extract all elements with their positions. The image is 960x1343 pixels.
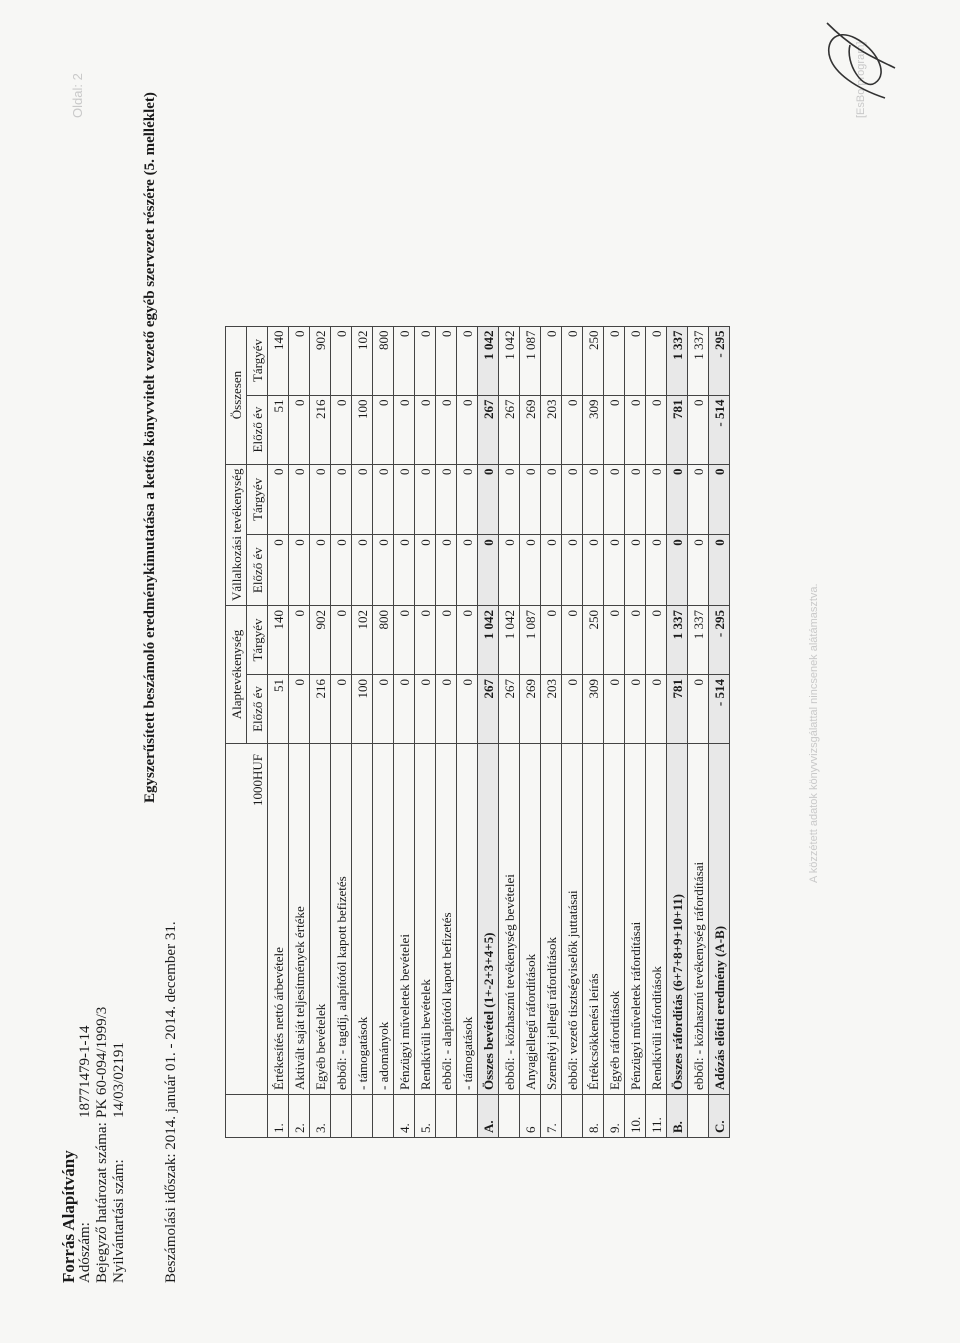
row-value: 0	[268, 464, 289, 535]
row-value: - 295	[709, 606, 730, 675]
row-value: 0	[667, 464, 688, 535]
document-header	[60, 1007, 128, 1283]
row-value: 0	[625, 606, 646, 675]
row-label: Aktivált saját teljesítmények értéke	[289, 744, 310, 1095]
row-number: 10.	[625, 1095, 646, 1138]
row-value: 0	[457, 395, 478, 464]
row-value: 1 042	[499, 606, 520, 675]
row-value: 1 337	[667, 326, 688, 395]
row-value: 140	[268, 326, 289, 395]
row-value: 800	[373, 606, 394, 675]
header-row	[77, 1007, 94, 1283]
row-value: 1 337	[688, 606, 709, 675]
row-label: Pénzügyi műveletek ráfordításai	[625, 744, 646, 1095]
row-value: 0	[289, 535, 310, 606]
row-value: 0	[394, 535, 415, 606]
row-value: 51	[268, 395, 289, 464]
row-number: 8.	[583, 1095, 604, 1138]
unit-header: 1000HUF	[226, 744, 268, 1095]
row-value: 0	[457, 535, 478, 606]
row-number: B.	[667, 1095, 688, 1138]
row-label: Egyéb ráfordítások	[604, 744, 625, 1095]
row-value: 781	[667, 675, 688, 744]
subcol-previous-year: Előző év	[247, 535, 268, 606]
row-value: 1 087	[520, 606, 541, 675]
table-row	[709, 326, 730, 1137]
row-value: 267	[499, 675, 520, 744]
table-row	[562, 326, 583, 1137]
row-value: 0	[436, 606, 457, 675]
row-value: 0	[499, 535, 520, 606]
row-value: 0	[478, 535, 499, 606]
row-number: 4.	[394, 1095, 415, 1138]
header-row	[111, 1007, 128, 1283]
row-value: 0	[646, 326, 667, 395]
row-value: 269	[520, 675, 541, 744]
row-value: 0	[541, 326, 562, 395]
row-value: 0	[457, 606, 478, 675]
row-value: 0	[562, 326, 583, 395]
row-number: 1.	[268, 1095, 289, 1138]
row-label: Rendkívüli bevételek	[415, 744, 436, 1095]
row-value: - 514	[709, 675, 730, 744]
row-value: 309	[583, 395, 604, 464]
row-number: 9.	[604, 1095, 625, 1138]
document-title: Egyszerűsített beszámoló eredménykimutatása a kettős könyvvitelt vezető egyéb szervezet részére (5. melléklet)	[142, 92, 158, 803]
row-value: 0	[625, 395, 646, 464]
header-value: PK 60-094/1999/3	[94, 1006, 110, 1118]
table-body	[268, 326, 730, 1137]
header-value: 18771479-1-14	[77, 1025, 93, 1118]
table-row	[478, 326, 499, 1137]
row-value: 0	[562, 395, 583, 464]
row-label: Egyéb bevételek	[310, 744, 331, 1095]
row-value: 0	[436, 535, 457, 606]
row-value: 0	[625, 326, 646, 395]
row-label: ebből: - alapítótól kapott befizetés	[436, 744, 457, 1095]
row-value: 0	[625, 675, 646, 744]
row-value: 0	[394, 464, 415, 535]
row-value: 0	[457, 675, 478, 744]
row-value: 0	[688, 395, 709, 464]
row-label: Pénzügyi műveletek bevételei	[394, 744, 415, 1095]
row-value: 0	[541, 606, 562, 675]
row-value: 0	[520, 464, 541, 535]
row-value: 0	[562, 675, 583, 744]
row-value: 0	[289, 606, 310, 675]
row-number	[373, 1095, 394, 1138]
row-value: 0	[625, 535, 646, 606]
row-value: 0	[583, 535, 604, 606]
row-number	[688, 1095, 709, 1138]
row-value: 0	[373, 535, 394, 606]
row-label: Személyi jellegű ráfordítások	[541, 744, 562, 1095]
table-row	[436, 326, 457, 1137]
table-row	[583, 326, 604, 1137]
row-value: 0	[436, 326, 457, 395]
table-row	[310, 326, 331, 1137]
row-value: 0	[583, 464, 604, 535]
page-number-label: Oldal: 2	[70, 73, 85, 118]
row-label: ebből: - közhasznú tevékenység bevételei	[499, 744, 520, 1095]
row-value: 0	[604, 395, 625, 464]
row-number: 3.	[310, 1095, 331, 1138]
row-value: 0	[541, 535, 562, 606]
row-value: 0	[688, 464, 709, 535]
subcol-current-year: Tárgyév	[247, 606, 268, 675]
row-value: 0	[541, 464, 562, 535]
row-value: 1 042	[478, 606, 499, 675]
row-value: 0	[562, 606, 583, 675]
audit-footnote: A közzétett adatok könyvvizsgálattal nincsenek alátámasztva.	[808, 583, 820, 883]
subcol-current-year: Tárgyév	[247, 326, 268, 395]
table-row	[541, 326, 562, 1137]
row-value: 100	[352, 675, 373, 744]
row-value: 100	[352, 395, 373, 464]
row-number-header	[226, 1095, 268, 1138]
table-row	[394, 326, 415, 1137]
row-value: 0	[499, 464, 520, 535]
row-number: 7.	[541, 1095, 562, 1138]
reporting-period: Beszámolási időszak: 2014. január 01. - 2014. december 31.	[163, 921, 179, 1283]
row-value: 781	[667, 395, 688, 464]
row-value: 0	[415, 326, 436, 395]
row-number	[499, 1095, 520, 1138]
row-label: ebből: vezető tisztségviselők juttatásai	[562, 744, 583, 1095]
row-value: 0	[415, 464, 436, 535]
row-value: 0	[667, 535, 688, 606]
row-value: 0	[436, 464, 457, 535]
row-value: 0	[352, 464, 373, 535]
row-value: 0	[373, 395, 394, 464]
header-label: Nyilvántartási szám:	[111, 1159, 127, 1283]
table-row	[289, 326, 310, 1137]
program-label: [EsBo program]	[855, 41, 867, 118]
row-value: 1 042	[499, 326, 520, 395]
row-value: 0	[562, 535, 583, 606]
row-value: 0	[646, 606, 667, 675]
row-number: 2.	[289, 1095, 310, 1138]
table-row	[688, 326, 709, 1137]
row-value: 250	[583, 606, 604, 675]
header-label: Adószám:	[77, 1222, 93, 1283]
row-number: A.	[478, 1095, 499, 1138]
row-label: - támogatások	[457, 744, 478, 1095]
row-number: 11.	[646, 1095, 667, 1138]
group-header-core: Alaptevékenység	[226, 606, 247, 744]
table-row	[331, 326, 352, 1137]
row-value: 0	[310, 464, 331, 535]
row-label: Összes bevétel (1+-2+3+4+5)	[478, 744, 499, 1095]
row-label: Adózás előtti eredmény (A-B)	[709, 744, 730, 1095]
row-value: 269	[520, 395, 541, 464]
row-value: 1 042	[478, 326, 499, 395]
subcol-previous-year: Előző év	[247, 395, 268, 464]
row-value: 800	[373, 326, 394, 395]
row-value: 0	[625, 464, 646, 535]
row-value: 0	[394, 326, 415, 395]
row-value: 0	[415, 675, 436, 744]
row-value: 0	[373, 464, 394, 535]
row-value: 0	[604, 675, 625, 744]
header-value: 14/03/02191	[111, 1042, 127, 1118]
row-value: 0	[709, 535, 730, 606]
row-value: 0	[415, 606, 436, 675]
row-value: 0	[331, 675, 352, 744]
table-row	[667, 326, 688, 1137]
subcol-previous-year: Előző év	[247, 675, 268, 744]
row-value: 0	[415, 395, 436, 464]
row-value: 0	[436, 675, 457, 744]
table-row	[625, 326, 646, 1137]
row-value: 140	[268, 606, 289, 675]
row-number	[352, 1095, 373, 1138]
row-value: 267	[478, 395, 499, 464]
table-row	[604, 326, 625, 1137]
row-value: 0	[688, 675, 709, 744]
row-label: Anyagjellegű ráfordítások	[520, 744, 541, 1095]
row-value: 1 337	[688, 326, 709, 395]
row-value: 0	[373, 675, 394, 744]
row-value: 0	[331, 464, 352, 535]
table-row	[646, 326, 667, 1137]
table-row	[415, 326, 436, 1137]
row-value: 0	[457, 464, 478, 535]
row-value: - 295	[709, 326, 730, 395]
row-value: 0	[562, 464, 583, 535]
row-number	[436, 1095, 457, 1138]
row-value: 902	[310, 606, 331, 675]
row-value: 203	[541, 675, 562, 744]
row-value: 1 087	[520, 326, 541, 395]
row-value: 0	[394, 675, 415, 744]
row-value: 0	[289, 326, 310, 395]
row-number	[457, 1095, 478, 1138]
row-label: Értékcsökkenési leírás	[583, 744, 604, 1095]
row-value: 0	[394, 395, 415, 464]
row-label: ebből: - tagdíj, alapítótól kapott befizetés	[331, 744, 352, 1095]
table-row	[373, 326, 394, 1137]
row-label: Összes ráfordítás (6+7+8+9+10+11)	[667, 744, 688, 1095]
group-header-total: Összesen	[226, 326, 247, 464]
row-value: 0	[268, 535, 289, 606]
row-value: 309	[583, 675, 604, 744]
row-value: 102	[352, 606, 373, 675]
table-row	[268, 326, 289, 1137]
row-value: 0	[457, 326, 478, 395]
row-number	[331, 1095, 352, 1138]
row-value: 0	[646, 535, 667, 606]
row-value: 902	[310, 326, 331, 395]
row-value: 0	[331, 606, 352, 675]
row-value: 0	[604, 535, 625, 606]
table-row	[352, 326, 373, 1137]
group-header-business: Vállalkozási tevékenység	[226, 464, 247, 605]
row-value: 0	[520, 535, 541, 606]
row-value: 0	[415, 535, 436, 606]
row-value: 0	[289, 464, 310, 535]
table-row	[499, 326, 520, 1137]
row-value: 216	[310, 675, 331, 744]
row-value: 0	[331, 326, 352, 395]
header-label: Bejegyző határozat száma:	[94, 1122, 110, 1283]
row-label: - támogatások	[352, 744, 373, 1095]
row-value: 102	[352, 326, 373, 395]
row-number	[562, 1095, 583, 1138]
row-number: C.	[709, 1095, 730, 1138]
row-value: 0	[646, 395, 667, 464]
row-value: 250	[583, 326, 604, 395]
row-number: 6	[520, 1095, 541, 1138]
row-value: 267	[499, 395, 520, 464]
row-value: 1 337	[667, 606, 688, 675]
row-value: 0	[646, 464, 667, 535]
row-value: 0	[331, 535, 352, 606]
row-label: - adományok	[373, 744, 394, 1095]
organization-name: Forrás Alapítvány	[59, 1150, 78, 1283]
row-value: 0	[604, 326, 625, 395]
row-value: 0	[646, 675, 667, 744]
row-label: Értékesítés nettó árbevétele	[268, 744, 289, 1095]
row-value: - 514	[709, 395, 730, 464]
row-value: 0	[310, 535, 331, 606]
row-value: 0	[478, 464, 499, 535]
row-value: 0	[604, 464, 625, 535]
row-value: 0	[352, 535, 373, 606]
row-value: 267	[478, 675, 499, 744]
table-row	[520, 326, 541, 1137]
row-value: 0	[289, 395, 310, 464]
row-value: 0	[289, 675, 310, 744]
row-value: 216	[310, 395, 331, 464]
signature-mark	[815, 13, 905, 113]
subcol-current-year: Tárgyév	[247, 464, 268, 535]
row-label: ebből: - közhasznú tevékenység ráfordításai	[688, 744, 709, 1095]
table-row	[457, 326, 478, 1137]
row-value: 203	[541, 395, 562, 464]
row-value: 0	[604, 606, 625, 675]
row-number: 5.	[415, 1095, 436, 1138]
row-value: 0	[688, 535, 709, 606]
row-label: Rendkívüli ráfordítások	[646, 744, 667, 1095]
row-value: 0	[709, 464, 730, 535]
row-value: 51	[268, 675, 289, 744]
row-value: 0	[331, 395, 352, 464]
header-row	[94, 1007, 111, 1283]
row-value: 0	[436, 395, 457, 464]
row-value: 0	[394, 606, 415, 675]
income-statement-table	[225, 326, 730, 1138]
